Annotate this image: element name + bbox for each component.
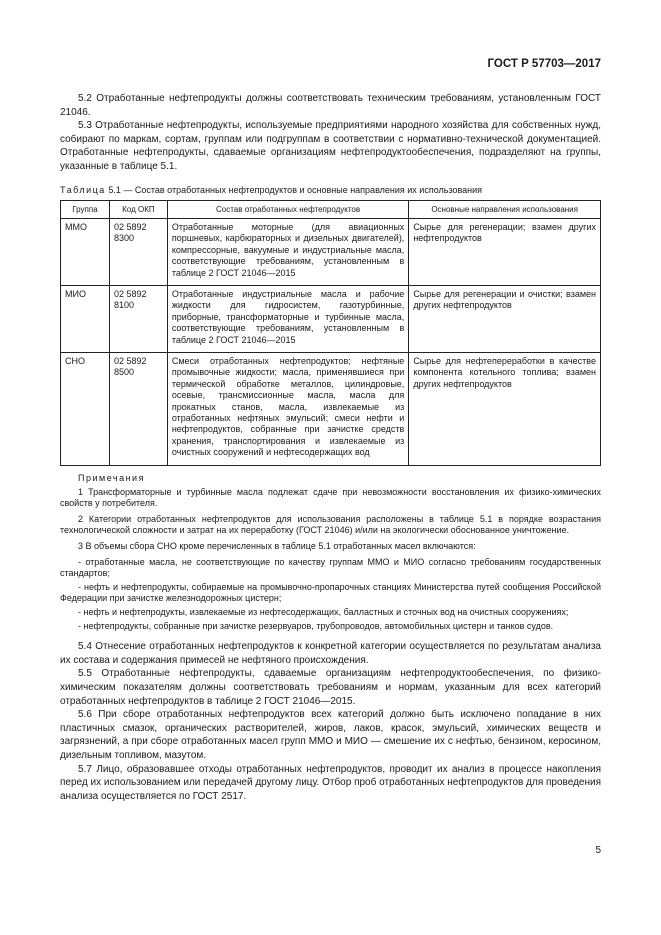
note-list-item: - нефть и нефтепродукты, извлекаемые из нефтесодержащих, балластных и сточных вод на очистных сооружениях;: [78, 607, 569, 618]
notes-title: Примечания: [78, 472, 145, 483]
cell-okp-code: 02 5892 8500: [109, 353, 167, 466]
cell-okp-code: 02 5892 8300: [109, 218, 167, 285]
cell-usage: Сырье для регенерации; взамен других нефтепродуктов: [409, 218, 601, 285]
paragraph-5-2: 5.2 Отработанные нефтепродукты должны соответствовать техническим требованиям, установленным ГОСТ 21046.: [60, 93, 601, 118]
table-notes: [60, 473, 601, 633]
note-list-item: - отработанные масла, не соответствующие по качеству группам ММО и МИО согласно требованиям государственных стандартов;: [60, 556, 601, 579]
cell-usage: Сырье для нефтепереработки в качестве компонента котельного топлива; взамен других нефтепродуктов: [409, 353, 601, 466]
header-composition: Состав отработанных нефтепродуктов: [167, 200, 408, 218]
paragraph-5-4: 5.4 Отнесение отработанных нефтепродуктов к конкретной категории осуществляется по результатам анализа их состава и содержания примесей не нефтяного происхождения.: [60, 641, 601, 666]
table-caption-text: 5.1 — Состав отработанных нефтепродуктов и основные направления их использования: [108, 184, 483, 195]
cell-composition: Отработанные моторные (для авиационных поршневых, карбюраторных и дизельных двигателей), компрессорные, вакуумные и индустриальные масла, соответствующие требованиям, установленным в таблице 2 ГОСТ 21046—2015: [167, 218, 408, 285]
cell-composition: Отработанные индустриальные масла и рабочие жидкости для гидросистем, газотурбинные, приборные, трансформаторные и турбинные масла, соответствующие требованиям, установленным в таблице 2 ГОСТ 21046—2015: [167, 286, 408, 353]
table-header-row: [61, 200, 601, 218]
table-caption-label: Таблица: [60, 184, 106, 195]
header-usage: Основные направления использования: [409, 200, 601, 218]
page-number: 5: [595, 845, 601, 856]
cell-group: МИО: [61, 286, 110, 353]
table-caption: [60, 185, 601, 195]
cell-group: ММО: [61, 218, 110, 285]
note-1: 1 Трансформаторные и турбинные масла подлежат сдаче при невозможности восстановления их физико-химических свойств у потребителя.: [60, 486, 601, 509]
note-2: 2 Категории отработанных нефтепродуктов для использования расположены в таблице 5.1 в порядке возрастания технологической сложности и затрат на их переработку (ГОСТ 21046) и/или на экологически обоснованное уничтожение.: [60, 513, 601, 536]
document-code-header: ГОСТ Р 57703—2017: [487, 58, 601, 70]
cell-usage: Сырье для регенерации и очистки; взамен других нефтепродуктов: [409, 286, 601, 353]
table-row: [61, 218, 601, 285]
cell-okp-code: 02 5892 8100: [109, 286, 167, 353]
table-row: [61, 286, 601, 353]
note-list-item: - нефть и нефтепродукты, собираемые на промывочно-пропарочных станциях Министерства путей сообщения Российской Федерации при зачистке железнодорожных цистерн;: [60, 581, 601, 604]
paragraph-5-6: 5.6 При сборе отработанных нефтепродуктов всех категорий должно быть исключено попадание в них пластичных смазок, органических растворителей, жиров, лаков, красок, эмульсий, химических веществ и загрязнений, а при сборе отработанных масел групп ММО и МИО — смешение их с нефтью, бензином, керосином, дизельным топливом, мазутом.: [60, 709, 601, 761]
document-page: [60, 58, 601, 803]
paragraph-5-3: 5.3 Отработанные нефтепродукты, используемые предприятиями народного хозяйства для собственных нужд, собирают по маркам, сортам, группам или подгруппам в соответствии с нормативно-технической документацией. Отработанные нефтепродукты, сдаваемые организациям нефтепродуктообеспечения, подразделяют на группы, указанные в таблице 5.1.: [60, 120, 601, 172]
note-3: 3 В объемы сбора СНО кроме перечисленных в таблице 5.1 отработанных масел включаются:: [78, 541, 476, 552]
cell-composition: Смеси отработанных нефтепродуктов; нефтяные промывочные жидкости; масла, применявшиеся при термической обработке металлов, цилиндровые, осевые, трансмиссионные масла, масла для прокатных станов, масла, извлекаемые из отработанных нефтяных эмульсий; смеси нефти и нефтепродуктов, собранные при зачистке средств хранения, транспортирования и извлекаемые из очистных сооружений и нефтесодержащих вод: [167, 353, 408, 466]
bottom-paragraphs: [60, 640, 601, 803]
waste-oil-table: [60, 200, 601, 466]
table-row: [61, 353, 601, 466]
cell-group: СНО: [61, 353, 110, 466]
paragraph-5-5: 5.5 Отработанные нефтепродукты, сдаваемые организациям нефтепродуктообеспечения, по физико-химическим показателям должны соответствовать требованиям и нормам, указанным для всех категорий отработанных нефтепродуктов в таблице 2 ГОСТ 21046—2015.: [60, 668, 601, 707]
note-list-item: - нефтепродукты, собранные при зачистке резервуаров, трубопроводов, автомобильных цистерн и танков судов.: [78, 620, 554, 631]
header-okp-code: Код ОКП: [109, 200, 167, 218]
paragraph-5-7: 5.7 Лицо, образовавшее отходы отработанных нефтепродуктов, проводит их анализ в процессе накопления перед их использованием или передачей другому лицу. Отбор проб отработанных нефтепродуктов для проведения анализа осуществляется по ГОСТ 2517.: [60, 763, 602, 802]
header-group: Группа: [61, 200, 110, 218]
